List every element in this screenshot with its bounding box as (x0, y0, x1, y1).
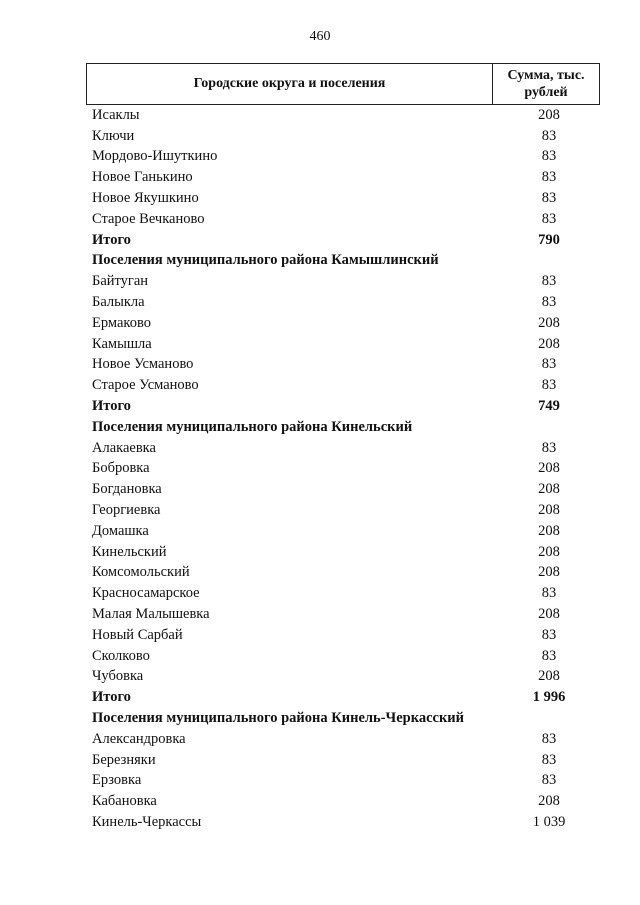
row-name: Ермаково (92, 314, 151, 331)
row-sum: 208 (538, 335, 560, 352)
row-sum: 208 (538, 564, 560, 581)
row-sum: 83 (541, 210, 557, 227)
row-sum: 83 (541, 730, 557, 747)
row-name: Кинельский (92, 543, 167, 560)
row-name: Чубовка (92, 668, 144, 685)
row-sum: 83 (541, 148, 557, 165)
table-row (86, 604, 600, 625)
row-sum: 83 (541, 647, 557, 664)
row-sum: 208 (538, 522, 560, 539)
row-name: Итого (92, 398, 131, 415)
row-name: Сколково (92, 647, 150, 664)
table-row (86, 750, 600, 771)
budget-table (86, 63, 600, 833)
row-name: Байтуган (92, 273, 149, 290)
row-sum: 208 (538, 793, 560, 810)
row-sum: 208 (538, 668, 560, 685)
table-row (86, 791, 600, 812)
row-sum: 83 (541, 294, 557, 311)
row-name: Богдановка (92, 481, 162, 498)
header-sum-column (493, 64, 599, 104)
row-name: Александровка (92, 730, 186, 747)
header-name-column: Городские округа и поселения (87, 64, 493, 104)
row-sum: 83 (541, 273, 557, 290)
row-sum: 83 (541, 127, 557, 144)
table-row (86, 105, 600, 126)
table-row (86, 271, 600, 292)
table-row (86, 625, 600, 646)
row-name: Старое Усманово (92, 377, 199, 394)
table-row (86, 438, 600, 459)
table-row (86, 563, 600, 584)
row-sum: 208 (538, 606, 560, 623)
table-row (86, 459, 600, 480)
total-row (86, 396, 600, 417)
row-name: Исаклы (92, 106, 140, 123)
row-name: Итого (92, 231, 131, 248)
row-sum: 83 (541, 626, 557, 643)
row-sum: 208 (538, 106, 560, 123)
row-name: Алакаевка (92, 439, 156, 456)
row-sum: 1 996 (532, 689, 566, 706)
section-heading-row (86, 417, 600, 438)
row-sum: 83 (541, 356, 557, 373)
row-name: Кинель-Черкассы (92, 813, 202, 830)
row-name: Ерзовка (92, 772, 142, 789)
row-name: Новый Сарбай (92, 626, 183, 643)
row-sum: 83 (541, 169, 557, 186)
row-name: Камышла (92, 335, 152, 352)
row-sum: 208 (538, 314, 560, 331)
table-row (86, 771, 600, 792)
table-row (86, 334, 600, 355)
row-name: Ключи (92, 127, 135, 144)
table-row (86, 147, 600, 168)
row-name: Домашка (92, 522, 149, 539)
row-sum: 83 (541, 190, 557, 207)
row-sum: 208 (538, 481, 560, 498)
table-header (86, 63, 600, 105)
row-sum: 208 (538, 502, 560, 519)
table-row (86, 209, 600, 230)
table-row (86, 646, 600, 667)
table-row (86, 583, 600, 604)
table-row (86, 355, 600, 376)
table-row (86, 375, 600, 396)
row-name: Кабановка (92, 793, 157, 810)
header-sum-line2: рублей (524, 85, 568, 100)
row-sum: 83 (541, 439, 557, 456)
row-name: Бобровка (92, 460, 150, 477)
table-row (86, 167, 600, 188)
header-sum-line1: Сумма, тыс. (507, 68, 585, 83)
row-sum: 83 (541, 377, 557, 394)
row-name: Балыкла (92, 294, 145, 311)
row-sum: 83 (541, 772, 557, 789)
page-number: 460 (309, 29, 331, 44)
table-body (86, 105, 600, 833)
table-row (86, 126, 600, 147)
table-row (86, 500, 600, 521)
table-row (86, 667, 600, 688)
row-name: Мордово-Ишуткино (92, 148, 218, 165)
row-name: Новое Усманово (92, 356, 194, 373)
table-row (86, 542, 600, 563)
row-name: Поселения муниципального района Камышлинский (92, 252, 439, 269)
row-name: Поселения муниципального района Кинельский (92, 418, 413, 435)
row-sum: 208 (538, 543, 560, 560)
section-heading-row (86, 708, 600, 729)
table-row (86, 292, 600, 313)
section-heading-row (86, 251, 600, 272)
row-sum: 790 (538, 231, 560, 248)
table-row (86, 188, 600, 209)
total-row (86, 230, 600, 251)
row-name: Поселения муниципального района Кинель-Черкасский (92, 710, 465, 726)
row-name: Старое Вечканово (92, 210, 205, 227)
row-sum: 83 (541, 585, 557, 602)
row-sum: 1 039 (532, 813, 566, 830)
row-name: Березняки (92, 751, 156, 768)
row-name: Георгиевка (92, 502, 161, 519)
row-name: Малая Малышевка (92, 606, 210, 623)
total-row (86, 687, 600, 708)
row-sum: 83 (541, 751, 557, 768)
row-name: Новое Якушкино (92, 190, 199, 207)
row-name: Красносамарское (92, 585, 200, 602)
row-sum: 749 (538, 398, 560, 415)
row-name: Комсомольский (92, 564, 190, 581)
table-row (86, 729, 600, 750)
row-name: Новое Ганькино (92, 169, 193, 186)
table-row (86, 812, 600, 833)
row-sum: 208 (538, 460, 560, 477)
table-row (86, 313, 600, 334)
table-row (86, 521, 600, 542)
table-row (86, 479, 600, 500)
row-name: Итого (92, 689, 131, 706)
